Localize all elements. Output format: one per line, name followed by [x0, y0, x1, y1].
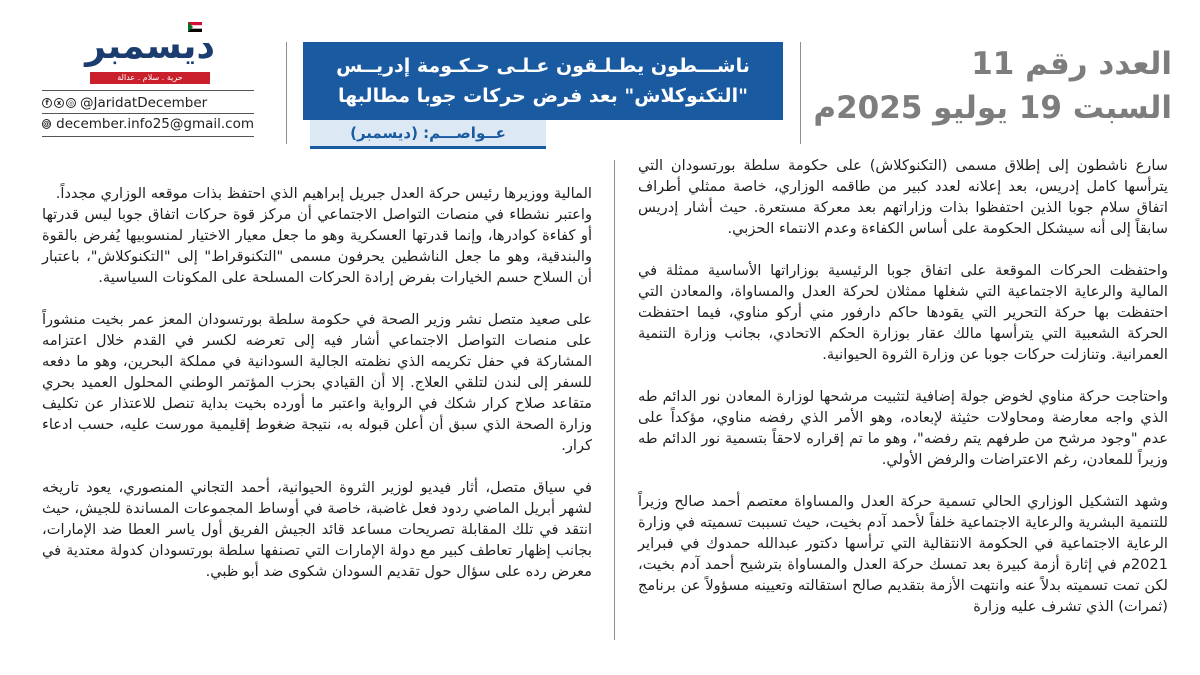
email-row: [42, 113, 254, 134]
article-title: [303, 42, 783, 120]
article-author: عــواصـــم: (ديسمبر): [310, 120, 546, 149]
title-line-2: "التكنوكلاش" بعد فرض حركات جوبا مطالبها: [338, 85, 748, 107]
paragraph: واحتاجت حركة مناوي لخوض جولة إضافية لتثبيت مرشحها لوزارة المعادن نور الدائم طه الذي واجه معارضة ومحاولات حثيثة لإبعاده، وهو الأمر الذي رفضه مناوي، مؤكداً على عدم "وجود مرشح من طرفهم يتم رفضه"، وهو ما تم إقراره لاحقاً بتسمية نور الدائم طه وزيراً للمعادن، رغم الاعتراضات والرفض الأولي.: [638, 388, 1168, 468]
paragraph: واحتفظت الحركات الموقعة على اتفاق جوبا الرئيسية بوزاراتها الأساسية ممثلة في المالية والرعاية الاجتماعية التي شغلها ممثلان لحركة العدل والمساواة، والمعادن التي احتفظت بها حركة التحرير التي يقودها حاكم دارفور مني أركو مناوي، فيما احتفظت الحركة الشعبية التي يترأسها مالك عقار بوزارة الحكم الاتحادي، بجانب وزارة التنمية العمرانية. وتنازلت حركات جوبا عن وزارة الثروة الحيوانية.: [638, 262, 1168, 363]
paragraph: وشهد التشكيل الوزاري الحالي تسمية حركة العدل والمساواة معتصم أحمد صالح وزيراً للتنمية البشرية والرعاية الاجتماعية خلفاً لأحمد آدم بخيت، حيث تسببت تسميته في وزارة الرعاية الاجتماعية في الحكومة الانتقالية التي ترأسها دكتور عبدالله حمدوك في فبراير 2021م في إثارة أزمة كبيرة بعد تمسك حركة العدل والمساواة بترشيح أحمد آدم بخيت، لكن تمت تسميته بدلاً عنه وانتهت الأزمة بتقديم صالح استقالته وتعيينه مسؤولاً عن برنامج (ثمرات) الذي تشرف عليه وزارة: [638, 493, 1168, 615]
email-icon: @: [43, 120, 51, 128]
paragraph: المالية ووزيرها رئيس حركة العدل جبريل إبراهيم الذي احتفظ بذات موقعه الوزاري مجدداً. واعتبر نشطاء في منصات التواصل الاجتماعي أن مركز قوة حركات اتفاق جوبا ليس قدرتها أو كفاءة كوادرها، وإنما قدرتها العسكرية وهو ما جعل معيار الاختيار لمنسوبيها يُفرض بالقوة والبندقية، وهو ما جعل الناشطين يحرفون مسمى "التكنوقراط" إلى "التكنوكلاش"، باعتبار أن السلاح حسم الخيارات بفرض إرادة الحركات المسلحة على المكونات السياسية.: [42, 185, 592, 286]
newspaper-logo: [80, 22, 220, 82]
facebook-icon: f: [42, 98, 52, 108]
paragraph: سارع ناشطون إلى إطلاق مسمى (التكنوكلاش) على حكومة سلطة بورتسودان التي يترأسها كامل إدريس، بعد إعلانه لعدد كبير من طاقمه الوزاري، خاصة ممثلي أطراف اتفاق سلام جوبا الذين احتفظوا بذات وزاراتهم بعد معركة مستعرة. حيث أشار إدريس سابقاً إلى أنه سيشكل الحكومة على أساس الكفاءة وعدم الانتماء الحزبي.: [638, 157, 1168, 237]
issue-info: [812, 42, 1172, 130]
x-icon: x: [54, 98, 64, 108]
issue-date: السبت 19 يوليو 2025م: [813, 90, 1172, 126]
divider-column: [614, 160, 615, 640]
email-address[interactable]: december.info25@gmail.com: [56, 116, 254, 132]
title-line-1: ناشـــطون يطـلـقون عـلـى حـكـومة إدريــس: [336, 55, 750, 77]
logo-tagline: حرية . سلام . عدالة: [90, 72, 210, 84]
issue-number: العدد رقم 11: [971, 46, 1172, 82]
divider-right: [800, 42, 801, 144]
article-column-right: [638, 155, 1168, 638]
divider-left: [286, 42, 287, 144]
social-handle-row: [42, 93, 254, 113]
instagram-icon: ◎: [67, 99, 75, 107]
paragraph: في سياق متصل، أثار فيديو لوزير الثروة الحيوانية، أحمد التجاني المنصوري، يعود تاريخه لشهر أبريل الماضي ردود فعل غاضبة، خاصة في أوساط المجموعات المساندة للجيش، حيث انتقد في تلك المقابلة تصريحات مساعد قائد الجيش الفريق أول ياسر العطا ضد الإمارات، بجانب إظهار تعاطف كبير مع دولة الإمارات التي تصنفها سلطة بورتسودان كدولة معتدية في معرض رده على سؤال حول تقديم السودان شكوى ضد أبو ظبي.: [42, 479, 592, 580]
logo-wordmark: ديسمبر: [85, 26, 215, 67]
social-handle[interactable]: @JaridatDecember: [80, 95, 208, 111]
article-column-left: [42, 183, 592, 603]
social-info: [42, 90, 254, 137]
paragraph: على صعيد متصل نشر وزير الصحة في حكومة سلطة بورتسودان المعز عمر بخيت منشوراً على منصات التواصل الاجتماعي أشار فيه إلى تعرضه لكسر في القدم خلال اعتزامه المشاركة في حفل تكريمه الذي نظمته الجالية السودانية في مملكة البحرين، وهو ما دفعه للسفر إلى لندن لتلقي العلاج. إلا أن القيادي بحزب المؤتمر الوطني المحلول العميد بحري متقاعد صلاح كرار شكك في الرواية واعتبر ما أورده بخيت بداية تنصل للاعتذار عن تكليف وزارة الصحة الذي سبق أن أعلن قبوله به، نتيجة ضغوط إقليمية مورست عليه، حسب ادعاء كرار.: [42, 311, 592, 454]
